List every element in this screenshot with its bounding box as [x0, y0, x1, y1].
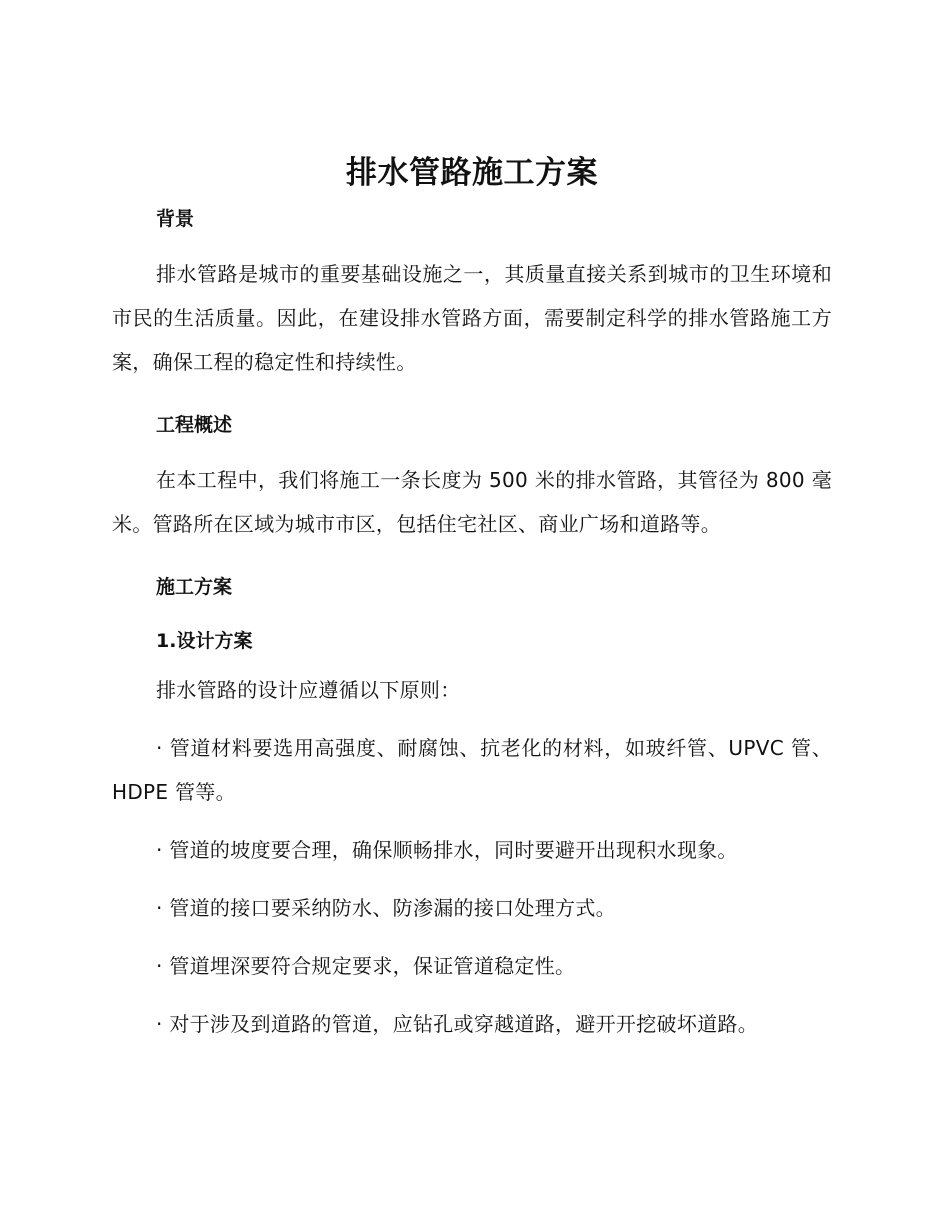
design-intro-paragraph: 排水管路的设计应遵循以下原则：: [156, 678, 461, 702]
overview-paragraph: 在本工程中，我们将施工一条长度为 500 米的排水管路，其管径为 800 毫米。管路所在区域为城市市区，包括住宅社区、商业广场和道路等。: [112, 468, 832, 536]
design-bullet-2: · 管道的坡度要合理，确保顺畅排水，同时要避开出现积水现象。: [156, 838, 738, 862]
document-content: [112, 150, 832, 1046]
design-bullet-3: · 管道的接口要采纳防水、防渗漏的接口处理方式。: [156, 896, 616, 920]
background-paragraph: 排水管路是城市的重要基础设施之一，其质量直接关系到城市的卫生环境和市民的生活质量。因此，在建设排水管路方面，需要制定科学的排水管路施工方案，确保工程的稳定性和持续性。: [112, 262, 832, 374]
document-title: 排水管路施工方案: [346, 155, 598, 191]
section-heading-overview: 工程概述: [156, 414, 233, 436]
subsection-heading-design: 1.设计方案: [156, 630, 253, 652]
design-bullet-4: · 管道埋深要符合规定要求，保证管道稳定性。: [156, 954, 576, 978]
section-heading-plan: 施工方案: [156, 576, 233, 598]
design-bullet-1: · 管道材料要选用高强度、耐腐蚀、抗老化的材料，如玻纤管、UPVC 管、HDPE 管等。: [112, 736, 832, 804]
design-bullet-5: · 对于涉及到道路的管道，应钻孔或穿越道路，避开开挖破坏道路。: [156, 1012, 759, 1036]
section-heading-background: 背景: [156, 208, 195, 230]
